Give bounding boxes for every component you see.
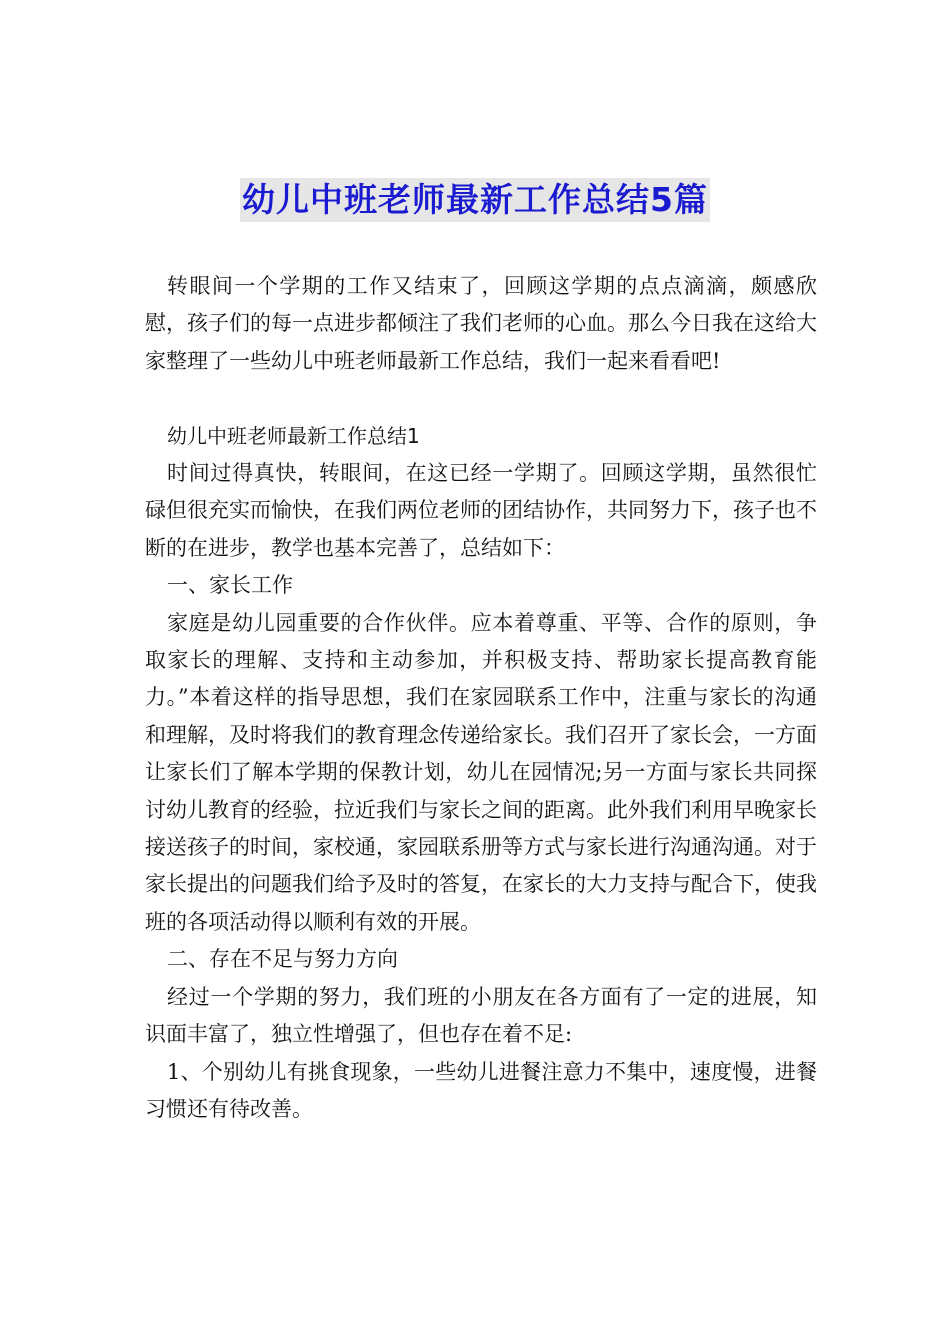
title-container bbox=[0, 178, 950, 222]
document-title: 幼儿中班老师最新工作总结5篇 bbox=[240, 178, 710, 222]
section-heading-shortcomings: 二、存在不足与努力方向 bbox=[167, 947, 398, 972]
section-heading-parent-work: 一、家长工作 bbox=[167, 573, 293, 598]
intro-paragraph: 转眼间一个学期的工作又结束了，回顾这学期的点点滴滴，颇感欣慰，孩子们的每一点进步都倾注了我们老师的心血。那么今日我在这给大家整理了一些幼儿中班老师最新工作总结，我们一起来看看吧! bbox=[145, 274, 817, 373]
list-item-1: 1、个别幼儿有挑食现象，一些幼儿进餐注意力不集中，速度慢，进餐习惯还有待改善。 bbox=[145, 1059, 817, 1121]
section-title: 幼儿中班老师最新工作总结1 bbox=[167, 423, 420, 448]
section-paragraph-1: 时间过得真快，转眼间，在这已经一学期了。回顾这学期，虽然很忙碌但很充实而愉快，在我们两位老师的团结协作，共同努力下，孩子也不断的在进步，教学也基本完善了，总结如下： bbox=[145, 461, 817, 560]
section-paragraph-2: 家庭是幼儿园重要的合作伙伴。应本着尊重、平等、合作的原则，争取家长的理解、支持和主动参加，并积极支持、帮助家长提高教育能力。”本着这样的指导思想，我们在家园联系工作中，注重与家长的沟通和理解，及时将我们的教育理念传递给家长。我们召开了家长会，一方面让家长们了解本学期的保教计划，幼儿在园情况;另一方面与家长共同探讨幼儿教育的经验，拉近我们与家长之间的距离。此外我们利用早晚家长接送孩子的时间，家校通，家园联系册等方式与家长进行沟通沟通。对于家长提出的问题我们给予及时的答复，在家长的大力支持与配合下，使我班的各项活动得以顺利有效的开展。 bbox=[145, 610, 817, 934]
paragraph-spacer bbox=[145, 380, 817, 417]
section-paragraph-3: 经过一个学期的努力，我们班的小朋友在各方面有了一定的进展，知识面丰富了，独立性增强了，但也存在着不足: bbox=[145, 984, 817, 1047]
document-body bbox=[145, 268, 817, 1128]
